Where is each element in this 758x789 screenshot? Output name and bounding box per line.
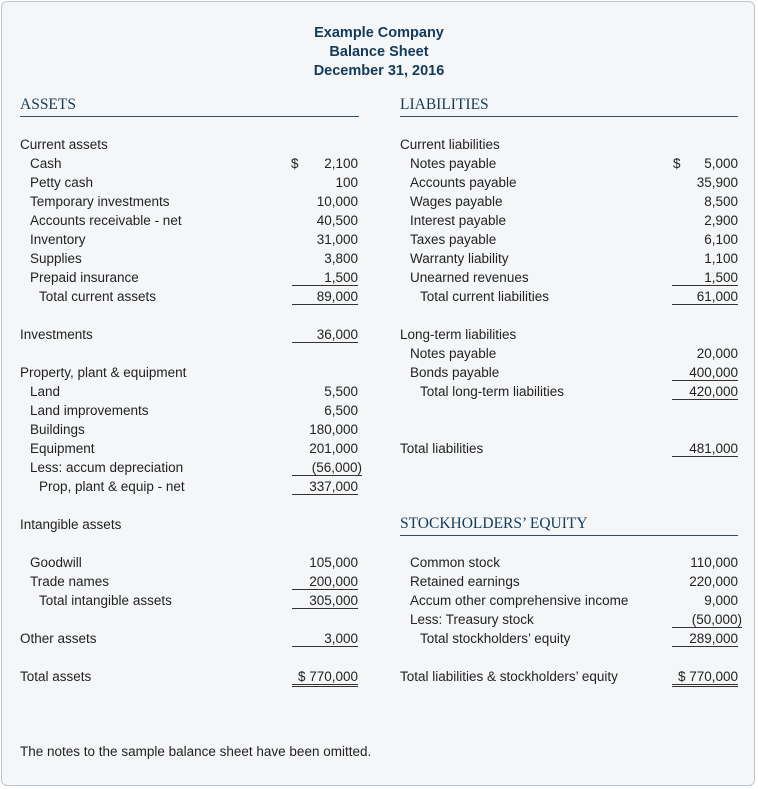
asset-label: Cash [30, 156, 62, 171]
report-date: December 31, 2016 [313, 63, 445, 79]
total-liabilities-value: 481,000 [672, 441, 738, 457]
asset-value: 180,000 [309, 422, 358, 437]
asset-value: 105,000 [309, 555, 358, 570]
total-long-term-value: 420,000 [672, 384, 738, 400]
total-intangible-value: 305,000 [292, 593, 358, 609]
total-current-liabilities-label: Total current liabilities [420, 289, 550, 304]
asset-value: (56,000) [292, 460, 362, 476]
equity-value: (50,000) [672, 612, 742, 628]
assets-heading: ASSETS [20, 96, 359, 117]
asset-label: Goodwill [30, 555, 82, 570]
liability-value: 6,100 [704, 232, 738, 247]
liability-value: 1,100 [704, 251, 738, 266]
equity-label: Retained earnings [410, 574, 520, 589]
equity-label: Less: Treasury stock [410, 612, 534, 627]
liabilities-heading: LIABILITIES [400, 96, 738, 117]
total-current-liabilities-value: 61,000 [672, 289, 738, 305]
footnote: The notes to the sample balance sheet have been omitted. [20, 744, 372, 759]
liability-label: Interest payable [410, 213, 507, 228]
total-long-term-label: Total long-term liabilities [420, 384, 565, 399]
liability-label: Unearned revenues [410, 270, 529, 285]
liability-label: Taxes payable [410, 232, 497, 247]
liability-value: 5,000 [704, 156, 738, 171]
asset-value: 40,500 [316, 213, 358, 228]
long-term-liabilities-label: Long-term liabilities [400, 327, 517, 342]
asset-label: Trade names [30, 574, 110, 589]
asset-value: 5,500 [324, 384, 358, 399]
asset-value: 31,000 [316, 232, 358, 247]
asset-label: Less: accum depreciation [30, 460, 184, 475]
current-assets-label: Current assets [20, 137, 108, 152]
investments-label: Investments [20, 327, 93, 342]
other-assets-label: Other assets [20, 631, 97, 646]
equity-label: Accum other comprehensive income [410, 593, 629, 608]
asset-label: Temporary investments [30, 194, 170, 209]
grand-total-value: $ 770,000 [672, 669, 738, 687]
equity-value: 9,000 [704, 593, 738, 608]
balance-sheet-panel [1, 1, 755, 786]
liability-value: 20,000 [696, 346, 738, 361]
asset-value: 6,500 [324, 403, 358, 418]
grand-total-label: Total liabilities & stockholders’ equity [400, 669, 618, 684]
liability-value: 35,900 [696, 175, 738, 190]
dollar-sign: $ [673, 156, 681, 171]
asset-value: 2,100 [324, 156, 358, 171]
ppe-net-value: 337,000 [292, 479, 358, 495]
asset-label: Accounts receivable - net [30, 213, 182, 228]
asset-label: Supplies [30, 251, 82, 266]
asset-label: Buildings [30, 422, 85, 437]
investments-value: 36,000 [292, 327, 358, 343]
total-assets-label: Total assets [20, 669, 92, 684]
total-current-assets-value: 89,000 [292, 289, 358, 305]
liability-label: Warranty liability [410, 251, 509, 266]
liability-label: Bonds payable [410, 365, 500, 380]
total-assets-value: $ 770,000 [292, 669, 358, 687]
ppe-net-label: Prop, plant & equip - net [39, 479, 185, 494]
liability-label: Notes payable [410, 156, 497, 171]
intangible-assets-label: Intangible assets [20, 517, 122, 532]
other-assets-value: 3,000 [292, 631, 358, 647]
total-liabilities-label: Total liabilities [400, 441, 484, 456]
equity-value: 110,000 [690, 555, 738, 570]
asset-value: 1,500 [292, 270, 358, 286]
asset-value: 3,800 [324, 251, 358, 266]
liability-label: Wages payable [410, 194, 503, 209]
dollar-sign: $ [291, 156, 299, 171]
company-name: Example Company [314, 25, 444, 41]
current-liabilities-label: Current liabilities [400, 137, 500, 152]
asset-value: 200,000 [292, 574, 358, 590]
ppe-label: Property, plant & equipment [20, 365, 187, 380]
asset-label: Petty cash [30, 175, 94, 190]
liability-label: Accounts payable [410, 175, 517, 190]
equity-heading: STOCKHOLDERS’ EQUITY [400, 515, 738, 536]
asset-label: Land [30, 384, 61, 399]
total-intangible-label: Total intangible assets [39, 593, 172, 608]
liability-label: Notes payable [410, 346, 497, 361]
equity-label: Common stock [410, 555, 501, 570]
asset-label: Inventory [30, 232, 86, 247]
asset-value: 10,000 [316, 194, 358, 209]
total-equity-value: 289,000 [672, 631, 738, 647]
liability-value: 2,900 [704, 213, 738, 228]
asset-label: Prepaid insurance [30, 270, 139, 285]
asset-value: 201,000 [309, 441, 358, 456]
equity-value: 220,000 [689, 574, 738, 589]
total-equity-label: Total stockholders’ equity [420, 631, 571, 646]
liability-value: 1,500 [672, 270, 738, 286]
asset-label: Equipment [30, 441, 95, 456]
report-title: Balance Sheet [329, 44, 429, 60]
liability-value: 400,000 [672, 365, 738, 381]
asset-value: 100 [335, 175, 358, 190]
liability-value: 8,500 [704, 194, 738, 209]
total-current-assets-label: Total current assets [39, 289, 157, 304]
asset-label: Land improvements [30, 403, 149, 418]
